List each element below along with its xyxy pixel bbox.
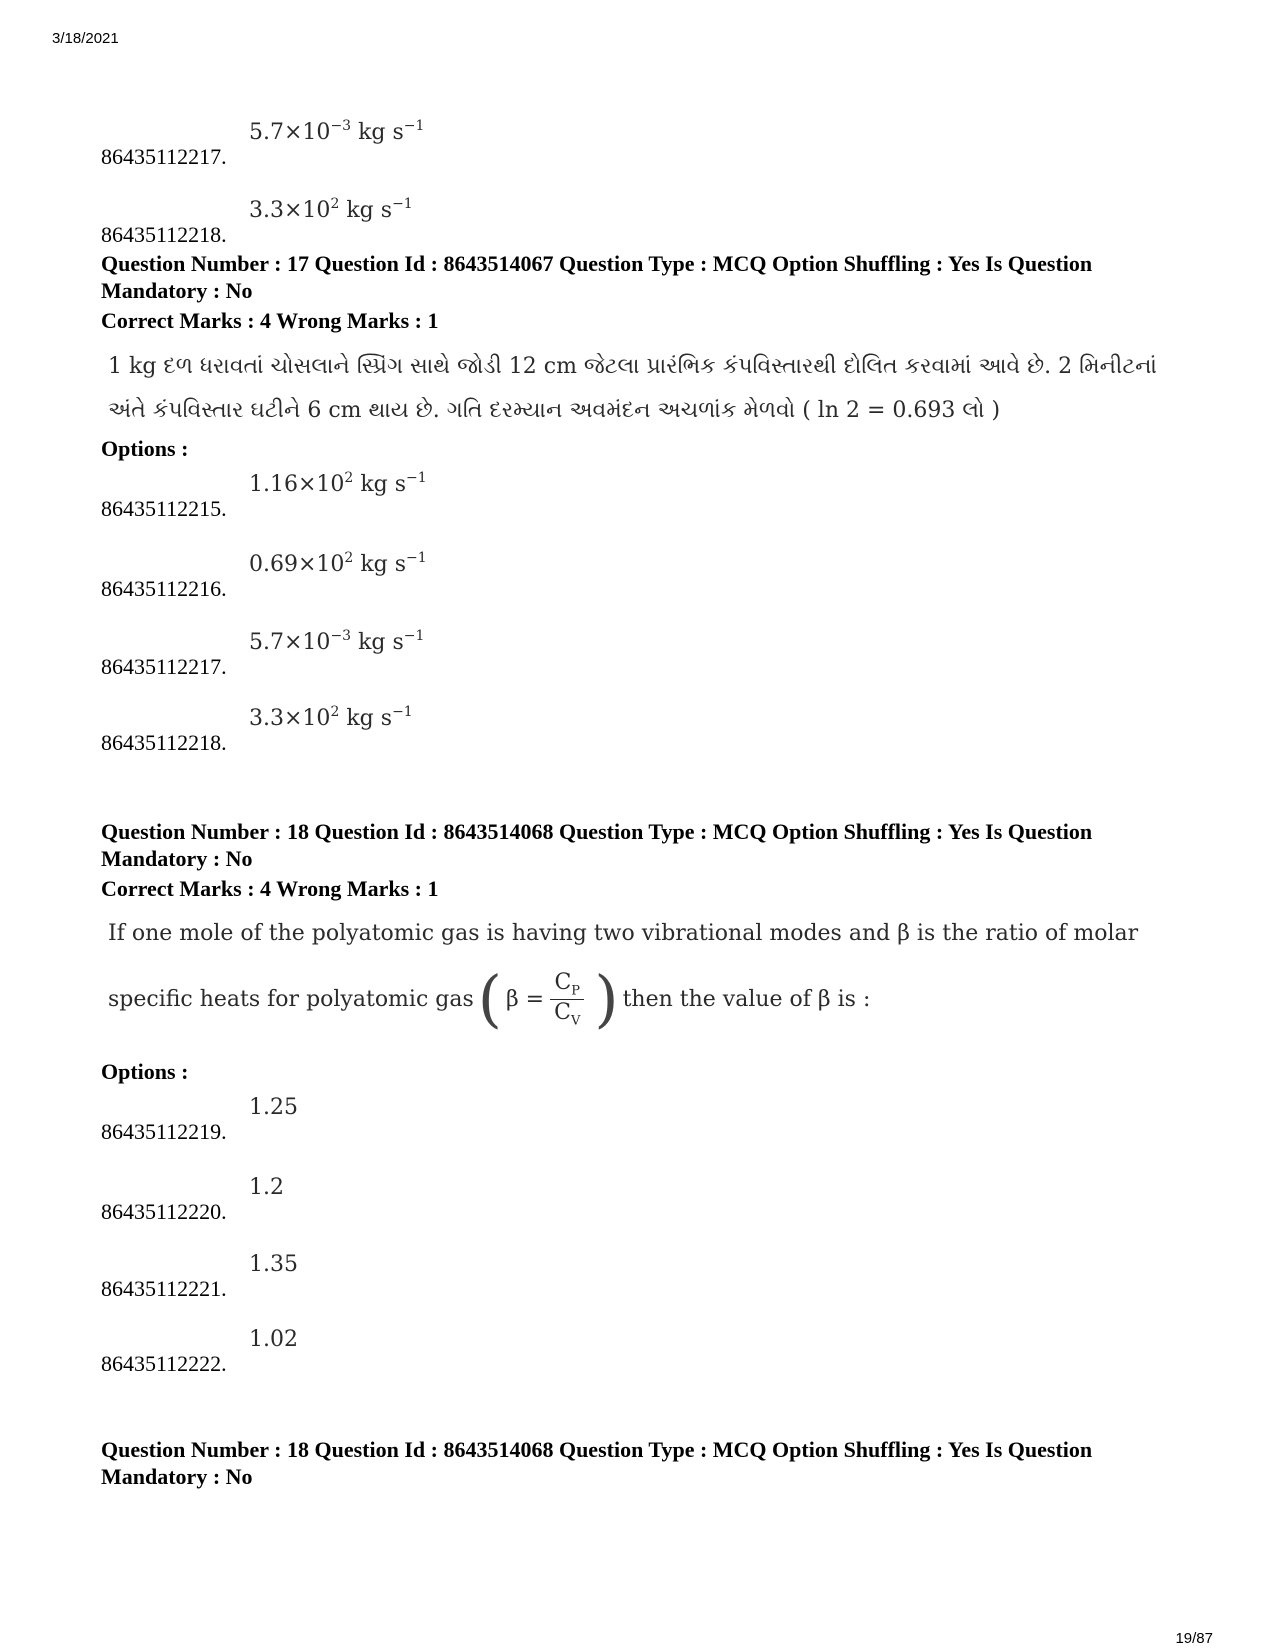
question-17-marks: Correct Marks : 4 Wrong Marks : 1: [101, 308, 439, 333]
option-row: [101, 198, 801, 248]
print-date: 3/18/2021: [52, 30, 119, 47]
fraction-numerator: $C_P$: [554, 970, 581, 999]
question-18-header: Question Number : 18 Question Id : 8643514068 Question Type : MCQ Option Shuffling : Yes Is Question Mandatory : No: [101, 819, 1093, 871]
option-id: 86435112221.: [101, 1276, 227, 1301]
question-17-text-line2: અંતે કંપવિસ્તાર ઘટીને 6 cm થાય છે. ગતિ દરમ્યાન અવમંદન અચળાંક મેળવો ( ln 2 = 0.693 લો ): [108, 398, 1001, 423]
cp-cv-fraction: [550, 970, 584, 1028]
option-row: [101, 472, 801, 522]
question-18-text-line1: If one mole of the polyatomic gas is having two vibrational modes and β is the ratio of molar: [108, 921, 1139, 946]
question-17-header: Question Number : 17 Question Id : 8643514067 Question Type : MCQ Option Shuffling : Yes Is Question Mandatory : No: [101, 251, 1093, 303]
question-17-text-line1: 1 kg દળ ધરાવતાં ચોસલાને સ્પ્રિંગ સાથે જોડી 12 cm જેટલા પ્રારંભિક કંપવિસ્તારથી દોલિત કરવામાં આવે છે. 2 મિનીટનાં: [108, 354, 1157, 379]
option-row: [101, 630, 801, 680]
option-id: 86435112215.: [101, 496, 227, 521]
right-paren: ): [594, 962, 619, 1035]
option-id: 86435112219.: [101, 1119, 227, 1144]
question-18-formula-line: [108, 962, 871, 1035]
option-value: 1.2: [249, 1175, 284, 1200]
option-value: $1.16\times 10^2$ kg $s^{-1}$: [249, 470, 427, 497]
option-value: $5.7\times 10^{-3}$ kg $s^{-1}$: [249, 628, 425, 655]
question-17-text: [108, 345, 1188, 433]
question-18-text-post: then the value of β is :: [622, 986, 871, 1012]
question-18-text-pre: specific heats for polyatomic gas: [108, 986, 474, 1012]
question-18-options-label: Options :: [101, 1059, 189, 1084]
left-paren: (: [477, 962, 502, 1035]
option-id: 86435112220.: [101, 1199, 227, 1224]
option-value: $3.3\times 10^2$ kg $s^{-1}$: [249, 704, 413, 731]
fraction-denominator: $C_V$: [554, 999, 581, 1028]
question-18-marks: Correct Marks : 4 Wrong Marks : 1: [101, 876, 439, 901]
option-id: 86435112218.: [101, 222, 227, 247]
option-value: 1.35: [249, 1252, 298, 1277]
option-value: 1.25: [249, 1095, 298, 1120]
option-row: [101, 1327, 801, 1377]
option-row: [101, 706, 801, 756]
option-id: 86435112218.: [101, 730, 227, 755]
question-18-repeat-header: Question Number : 18 Question Id : 8643514068 Question Type : MCQ Option Shuffling : Yes Is Question Mandatory : No: [101, 1437, 1093, 1489]
option-value: $5.7\times 10^{-3}$ kg $s^{-1}$: [249, 118, 425, 145]
question-17-options-label: Options :: [101, 436, 189, 461]
option-id: 86435112217.: [101, 144, 227, 169]
option-row: [101, 1175, 801, 1225]
option-id: 86435112222.: [101, 1351, 227, 1376]
option-row: [101, 552, 801, 602]
option-value: $0.69\times 10^2$ kg $s^{-1}$: [249, 550, 427, 577]
option-value: 1.02: [249, 1327, 298, 1352]
page-number: 19/87: [1175, 1630, 1213, 1647]
beta-equals: β =: [505, 986, 545, 1012]
option-value: $3.3\times 10^2$ kg $s^{-1}$: [249, 196, 413, 223]
option-id: 86435112216.: [101, 576, 227, 601]
option-row: [101, 120, 801, 170]
option-id: 86435112217.: [101, 654, 227, 679]
option-row: [101, 1252, 801, 1302]
option-row: [101, 1095, 801, 1145]
